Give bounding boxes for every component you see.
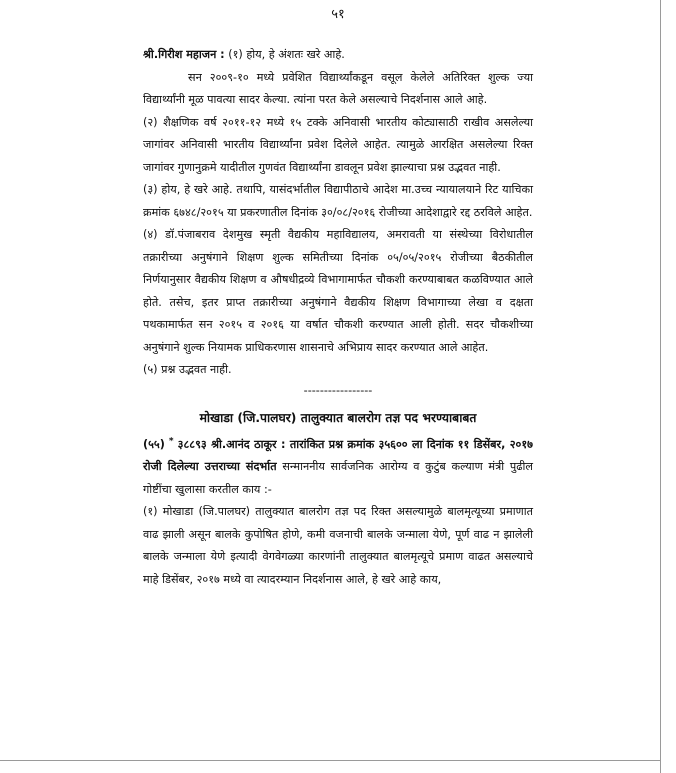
document-body	[143, 44, 533, 591]
question-intro	[143, 434, 533, 502]
answer-point-1: (१) होय, हे अंशतः खरे आहे.	[228, 48, 345, 61]
question-point-1: (१) मोखाडा (जि.पालघर) तालुक्यात बालरोग तज्ञ पद रिक्त असल्यामुळे बालमृत्यूच्या प्रमाणात वाढ झाली असून बालके कुपोषित होणे, कमी वजनाची बालके जन्माला येणे, पूर्ण वाढ न झालेली बालके जन्माला येणे इत्यादी वेगवेगळ्या कारणांनी तालुक्यात बालमृत्यूचे प्रमाण वाढत असल्याचे माहे डिसेंबर, २०१७ मध्ये वा त्यादरम्यान निदर्शनास आले, हे खरे आहे काय,	[143, 505, 533, 586]
page-border-bottom	[0, 760, 661, 761]
page-number: ५१	[331, 7, 345, 22]
answer-point-4: (४) डॉ.पंजाबराव देशमुख स्मृती वैद्यकीय महाविद्यालय, अमरावती या संस्थेच्या विरोधातील तक्रारीच्या अनुषंगाने शिक्षण शुल्क समितीच्या दिनांक ०५/०५/२०१५ रोजीच्या बैठकीतील निर्णयानुसार वैद्यकीय शिक्षण व औषधीद्रव्ये विभागामार्फत चौकशी करण्याबाबत कळविण्यात आले होते. तसेच, इतर प्राप्त तक्रारीच्या अनुषंगाने वैद्यकीय शिक्षण विभागाच्या लेखा व दक्षता पथकामार्फत सन २०१५ व २०१६ या वर्षात चौकशी करण्यात आली होती. सदर चौकशीच्या अनुषंगाने शुल्क नियामक प्राधिकरणास शासनाचे अभिप्राय सादर करण्यात आले आहेत.	[143, 228, 533, 354]
question-request: सन्माननीय सार्वजनिक आरोग्य व कुटुंब कल्याण मंत्री पुढील गोष्टींचा खुलासा करतील काय :-	[143, 460, 534, 496]
question-number: (५५)	[143, 437, 165, 451]
section-separator: -----------------	[303, 383, 373, 397]
answer-point-5: (५) प्रश्न उद्भवत नाही.	[143, 363, 232, 376]
answer-point-3: (३) होय, हे खरे आहे. तथापि, यासंदर्भातील विद्यापीठाचे आदेश मा.उच्च न्यायालयाने रिट याचिका क्रमांक ६७४८/२०१५ या प्रकरणातील दिनांक ३०/०८/२०१६ रोजीच्या आदेशाद्वारे रद्द ठरविले आहेत.	[143, 183, 533, 219]
answer-speaker: श्री.गिरीश महाजन :	[143, 48, 225, 61]
question-heading: मोखाडा (जि.पालघर) तालुक्यात बालरोग तज्ञ पद भरण्याबाबत	[199, 410, 477, 425]
question-reference: ३८८९३ श्री.आनंद ठाकूर : तारांकित प्रश्न क्रमांक ३५६०० ला दिनांक ११ डिसेंबर, २०१७ रोजी दिलेल्या उत्तराच्या संदर्भात	[143, 437, 533, 473]
page-border-right	[660, 0, 661, 773]
answer-first-line	[143, 44, 533, 67]
answer-paragraph: सन २००९-१० मध्ये प्रवेशित विद्यार्थ्यांकडून वसूल केलेले अतिरिक्त शुल्क ज्या विद्यार्थ्यांनी मूळ पावत्या सादर केल्या. त्यांना परत केले असल्याचे निदर्शनास आले आहे.	[143, 70, 533, 106]
answer-point-2: (२) शैक्षणिक वर्ष २०११-१२ मध्ये १५ टक्के अनिवासी भारतीय कोट्यासाठी राखीव असलेल्या जागांवर अनिवासी भारतीय विद्यार्थ्यांना प्रवेश दिलेले आहेत. त्यामुळे आरक्षित असलेल्या रिक्त जागांवर गुणानुक्रमे यादीतील गुणवंत विद्यार्थ्यांना डावलून प्रवेश झाल्याचा प्रश्न उद्भवत नाही.	[143, 115, 533, 174]
starred-mark: *	[168, 435, 174, 446]
